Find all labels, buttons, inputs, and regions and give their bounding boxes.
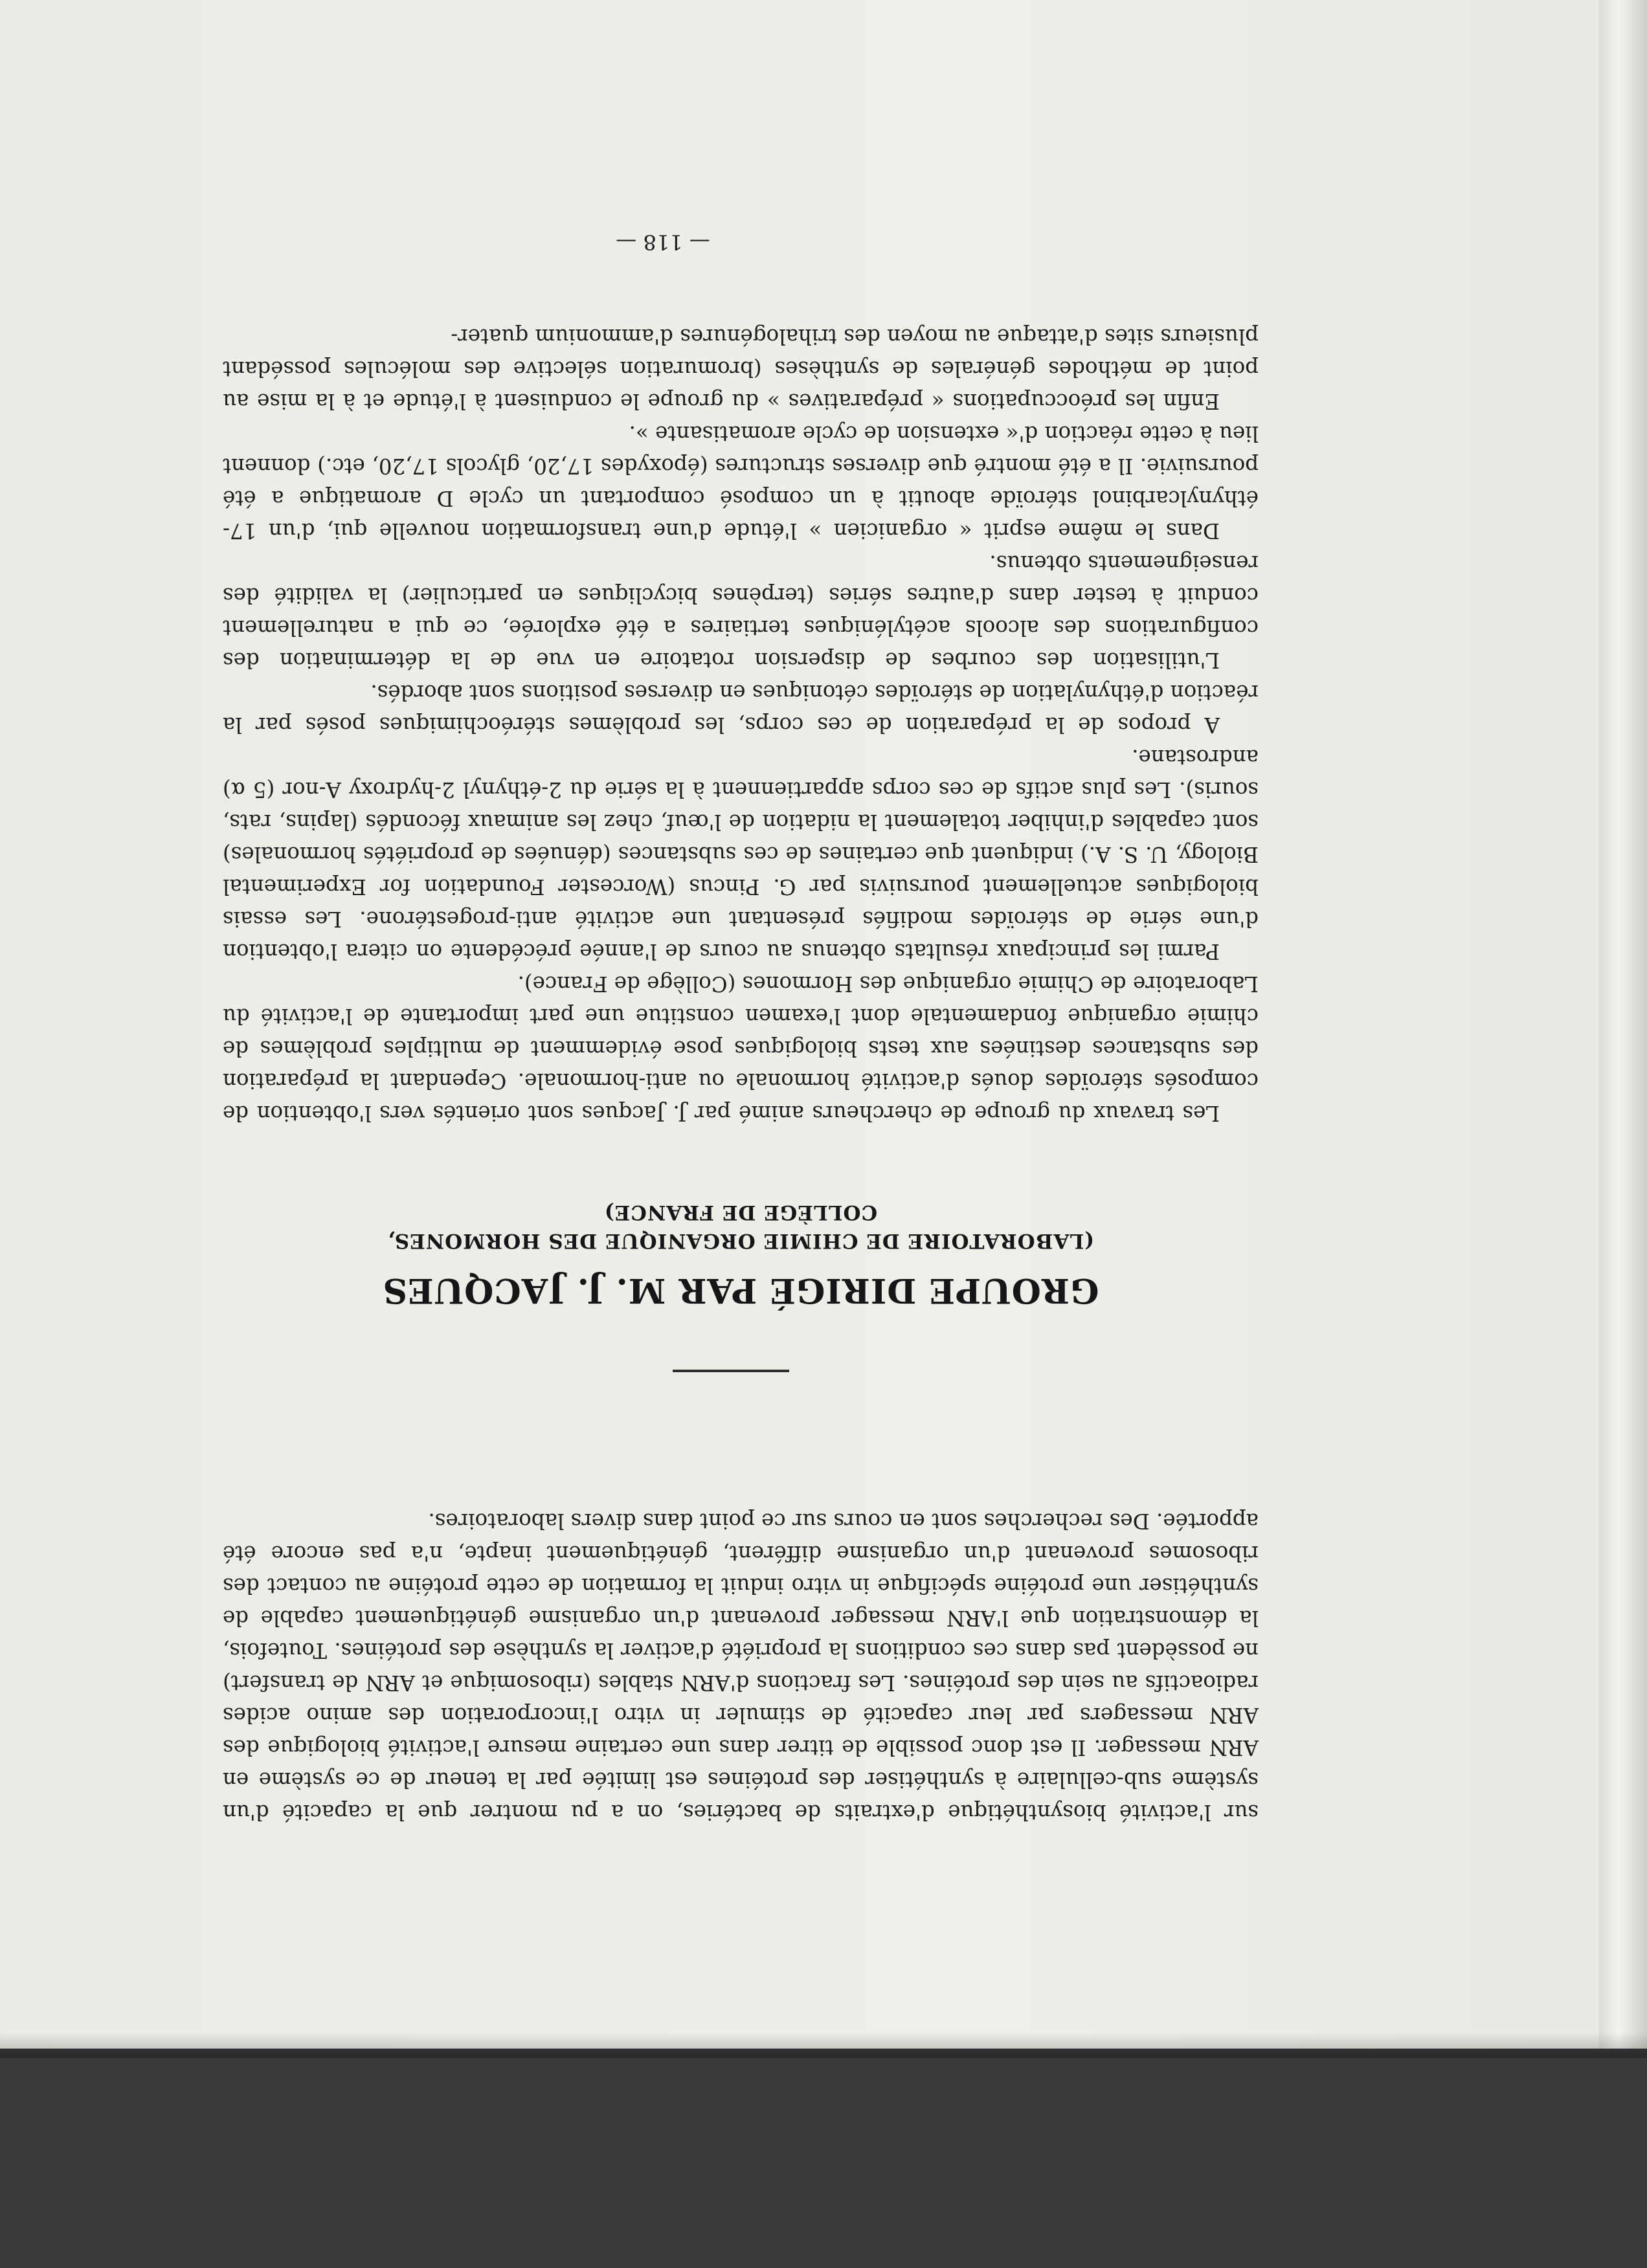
heading-subtitle-line-1: (LABORATOIRE DE CHIMIE ORGANIQUE DES HORMONES, bbox=[387, 1229, 1094, 1252]
heading-title: GROUPE DIRIGÉ PAR M. J. JACQUES bbox=[382, 1271, 1099, 1310]
page-number: — 118 — bbox=[616, 230, 710, 254]
continuation-text-block bbox=[223, 1505, 1259, 1829]
heading-subtitle-line-2: COLLÈGE DE FRANCE) bbox=[603, 1201, 878, 1224]
section-body bbox=[223, 320, 1259, 1129]
paper-edge-shadow bbox=[0, 2032, 1647, 2058]
paragraph-5: Dans le même esprit « organicien » l'étude d'une transformation nouvelle qui, d'un 17-éthynylcarbinol stéroïde aboutit à un composé comportant un cycle D aromatique a été poursuivie. Il a été montré que diverses structures (époxydes 17,20, glycols 17,20, etc.) donnent lieu à cette réaction d'« extension de cycle aromatisante ». bbox=[223, 421, 1259, 543]
paragraph-1: Les travaux du groupe de chercheurs animé par J. Jacques sont orientés vers l'obtention de composés stéroïdes doués d'activité hormonale ou anti-hormonale. Cependant la préparation des substances destinées aux tests biologiques pose évidemment de multiples problèmes de chimie organique fondamentale dont l'examen constitue une part importante de l'activité du Laboratoire de Chimie organique des Hormones (Collège de France). bbox=[223, 972, 1259, 1126]
paper-edge-right bbox=[1599, 0, 1647, 2049]
paragraph-6: Enfin les préoccupations « préparatives » du groupe le conduisent à l'étude et à la mise au point de méthodes générales de synthèses (bromuration sélective des molécules possédant plusieurs sites d'attaque au moyen des trihalogénures d'ammonium quater- bbox=[223, 324, 1259, 414]
continuation-paragraph: sur l'activité biosynthétique d'extraits de bactéries, on a pu montrer que la capacité d'un système sub-cellulaire à synthétiser des protéines est limitée par la teneur de ce système en ARN messager. Il est donc possible de titrer dans une certaine mesure l'activité biologique des ARN messagers par leur capacité de stimuler in vitro l'incorporation des amino acides radioactifs au sein des protéines. Les fractions d'ARN stables (ribosomique et ARN de transfert) ne possèdent pas dans ces conditions la propriété d'activer la synthèse des protéines. Toutefois, la démonstration que l'ARN messager provenant d'un organisme génétiquement capable de synthétiser une protéine spécifique in vitro induit la formation de cette protéine au contact des ribosomes provenant d'un organisme différent, génétiquement inapte, n'a pas encore été apportée. Des recherches sont en cours sur ce point dans divers laboratoires. bbox=[223, 1509, 1259, 1825]
divider-rule bbox=[673, 1370, 789, 1372]
paragraph-2: Parmi les principaux résultats obtenus au cours de l'année précédente on citera l'obtention d'une série de stéroïdes modifiés présentant une activité anti-progestérone. Les essais biologiques actuellement poursuivis par G. Pincus (Worcester Foundation for Experimental Biology, U. S. A.) indiquent que certaines de ces substances (dénuées de propriétés hormonales) sont capables d'inhiber totalement la nidation de l'œuf, chez les animaux fécondés (lapins, rats, souris). Les plus actifs de ces corps appartiennent à la série du 2-éthynyl 2-hydroxy A-nor (5 α) androstane. bbox=[223, 745, 1259, 964]
section-heading bbox=[249, 1198, 1233, 1312]
paragraph-4: L'utilisation des courbes de dispersion rotatoire en vue de la détermination des configurations des alcools acétyléniques tertiaires a été explorée, ce qui a naturellement conduit à tester dans d'autres séries (terpènes bicycliques en particulier) la validité des renseignements obtenus. bbox=[223, 551, 1259, 673]
paragraph-3: A propos de la préparation de ces corps, les problèmes stéréochimiques posés par la réaction d'éthynylation de stéroïdes cétoniques en diverses positions sont abordés. bbox=[223, 680, 1259, 737]
